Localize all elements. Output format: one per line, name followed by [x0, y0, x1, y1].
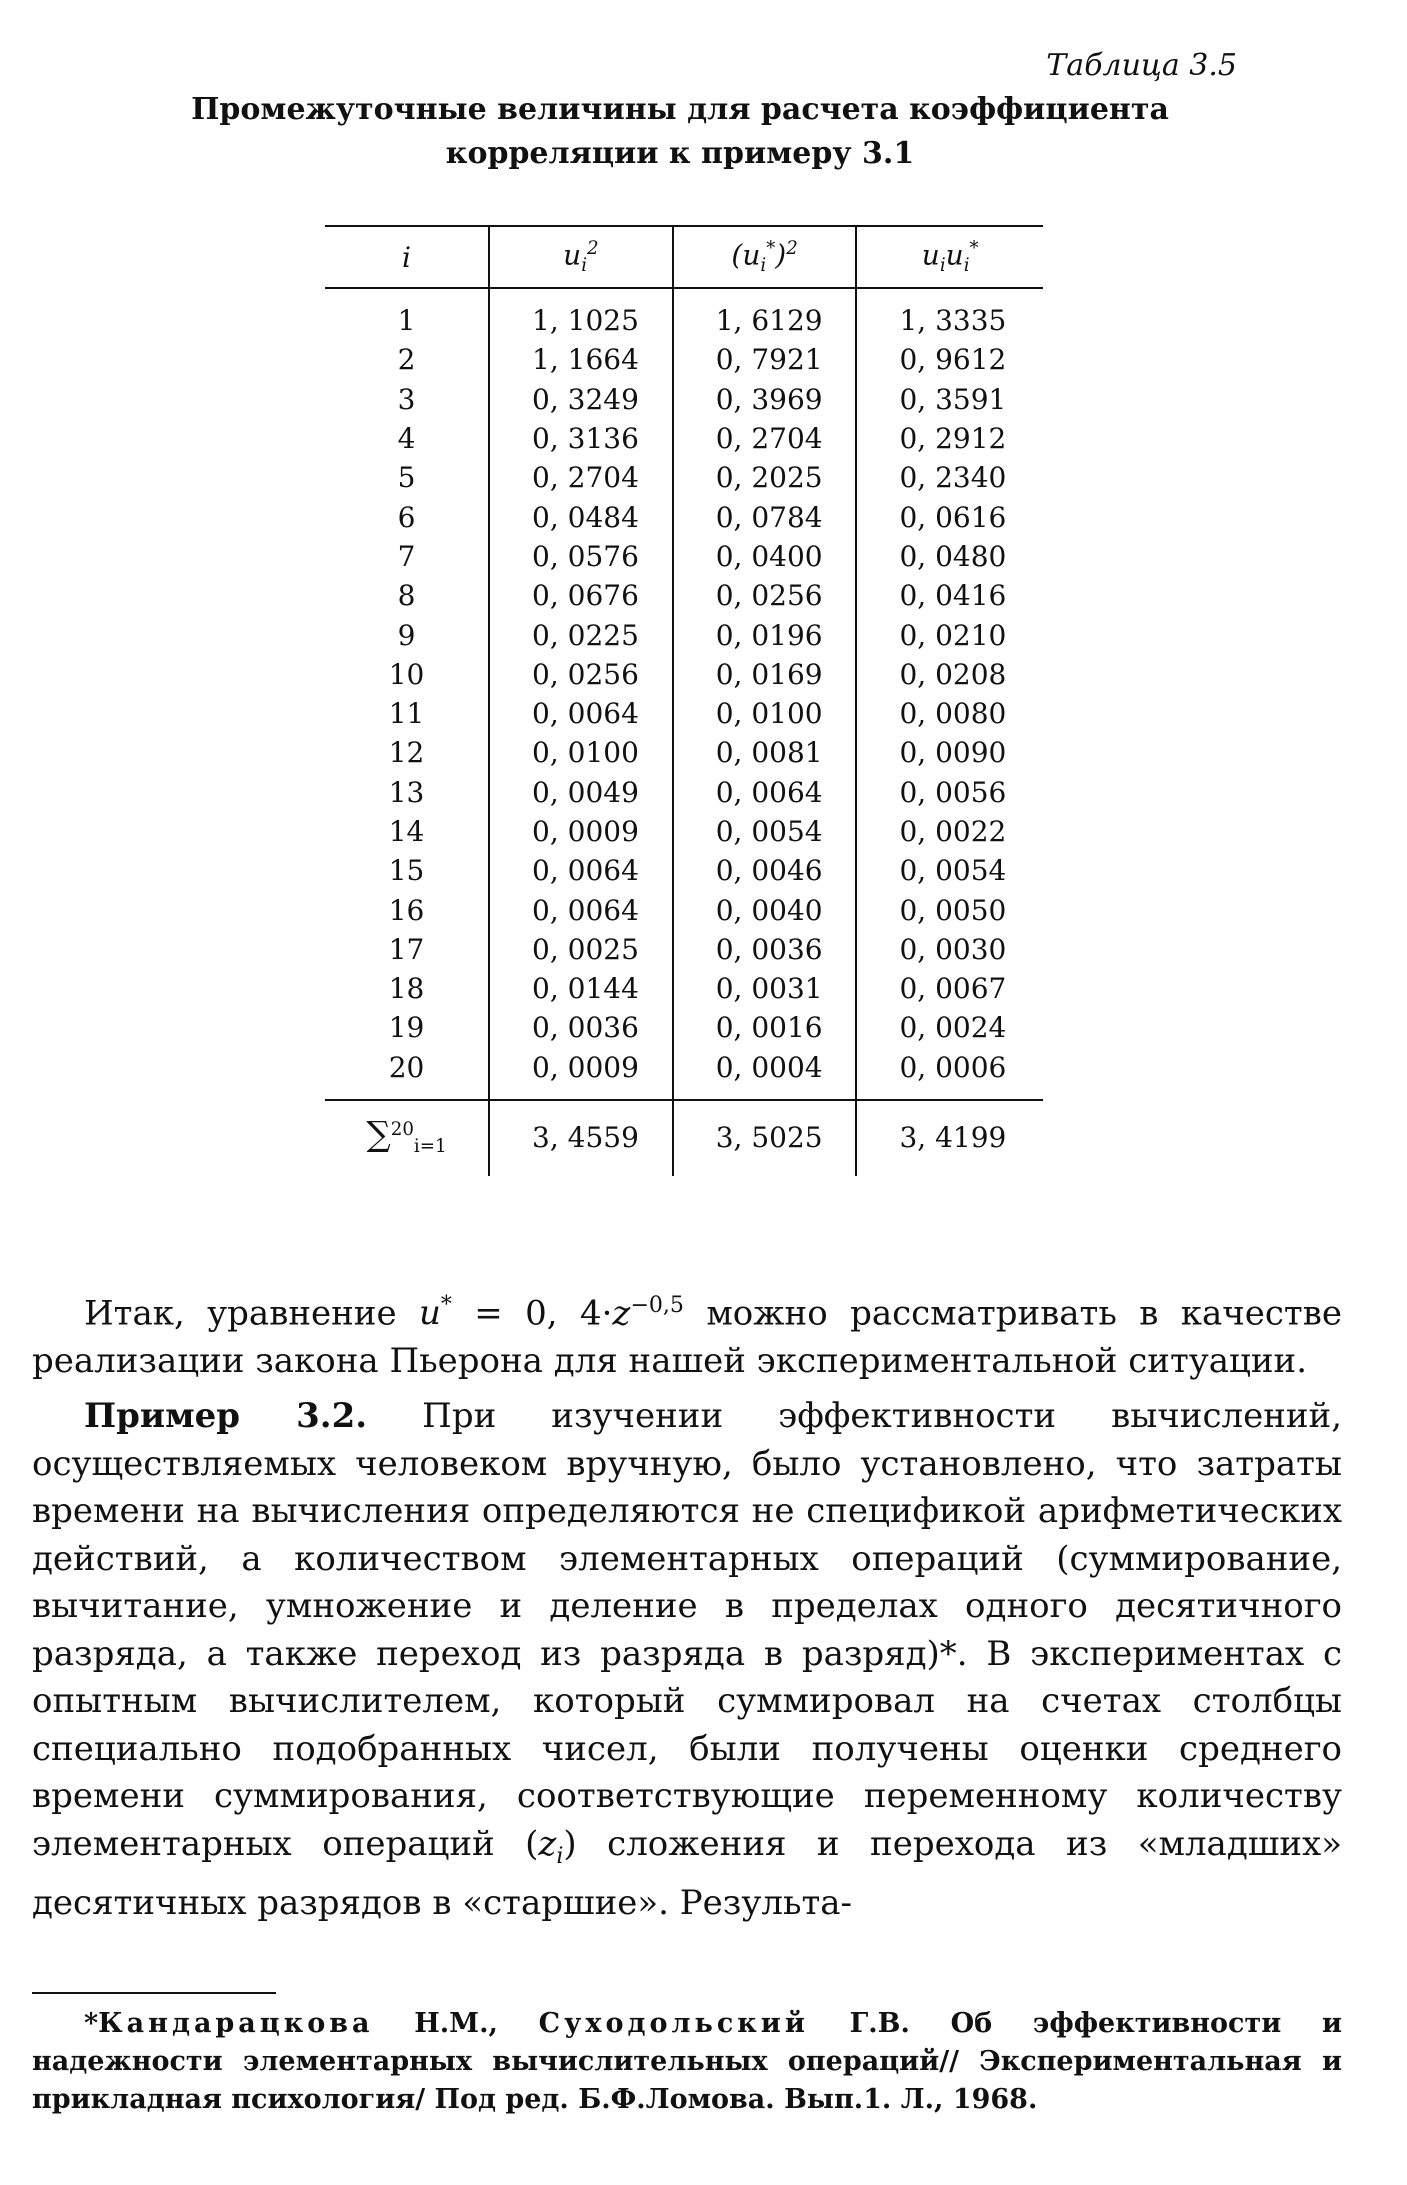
cell-u-ustar: 0, 0616: [899, 500, 1007, 534]
sum-ustar-squared: 3, 5025: [673, 1100, 857, 1176]
cell-ustar-squared: 0, 0400: [673, 537, 857, 576]
cell-u-squared: 0, 0009: [489, 812, 673, 851]
cell-i: 12: [325, 733, 489, 772]
cell-u-squared: 1, 1664: [489, 340, 673, 379]
cell-i: 11: [325, 694, 489, 733]
table-body: [325, 288, 1043, 1100]
cell-i: 7: [325, 537, 489, 576]
table-row: [325, 733, 1043, 772]
cell-i: 4: [325, 419, 489, 458]
data-table: [325, 225, 1043, 1176]
sum-u-squared: 3, 4559: [489, 1100, 673, 1176]
cell-ustar-squared: 0, 0169: [673, 655, 857, 694]
table-header-row: [325, 226, 1043, 288]
table-row: [325, 458, 1043, 497]
cell-u-ustar: 0, 0067: [899, 972, 1007, 1006]
cell-u-squared: 0, 0225: [489, 615, 673, 654]
cell-i: 15: [325, 851, 489, 890]
cell-i: 6: [325, 497, 489, 536]
table-row: [325, 890, 1043, 929]
cell-ustar-squared: 0, 7921: [673, 340, 857, 379]
table-sum-row: [325, 1100, 1043, 1176]
cell-ustar-squared: 0, 0196: [673, 615, 857, 654]
table-row: [325, 380, 1043, 419]
cell-i: 14: [325, 812, 489, 851]
table-caption-title-line2: корреляции к примеру 3.1: [445, 136, 915, 171]
cell-i: 18: [325, 969, 489, 1008]
cell-ustar-squared: 0, 0031: [673, 969, 857, 1008]
cell-u-ustar: 0, 2912: [899, 422, 1007, 456]
cell-u-ustar: 0, 0056: [899, 775, 1007, 809]
cell-u-ustar: 0, 0208: [899, 657, 1007, 691]
header-i: i: [325, 226, 489, 288]
cell-ustar-squared: 0, 0081: [673, 733, 857, 772]
cell-u-squared: 0, 0064: [489, 694, 673, 733]
table-caption-label: Таблица 3.5: [1046, 48, 1237, 83]
table-row: [325, 576, 1043, 615]
table-row: [325, 419, 1043, 458]
cell-u-squared: 0, 0036: [489, 1008, 673, 1047]
cell-u-squared: 0, 0064: [489, 851, 673, 890]
cell-u-ustar: 0, 0416: [899, 579, 1007, 613]
cell-u-squared: 0, 0144: [489, 969, 673, 1008]
cell-u-squared: 1, 1025: [489, 288, 673, 340]
cell-i: 9: [325, 615, 489, 654]
cell-ustar-squared: 1, 6129: [673, 288, 857, 340]
cell-u-squared: 0, 2704: [489, 458, 673, 497]
cell-i: 1: [325, 288, 489, 340]
cell-u-squared: 0, 3249: [489, 380, 673, 419]
paragraph-1: Итак, уравнение u* = 0, $4\cdot z^{-0,5}$ можно рассматривать в качестве реализации закона Пьерона для нашей экспериментальной ситуации.: [32, 1292, 1342, 1381]
cell-u-squared: 0, 0100: [489, 733, 673, 772]
table-row: [325, 340, 1043, 379]
cell-u-ustar: 0, 3591: [899, 382, 1007, 416]
table-row: [325, 288, 1043, 340]
cell-u-squared: 0, 0025: [489, 930, 673, 969]
table-caption-title-line1: Промежуточные величины для расчета коэффициента: [191, 92, 1169, 127]
cell-ustar-squared: 0, 0046: [673, 851, 857, 890]
table-row: [325, 497, 1043, 536]
cell-ustar-squared: 0, 0016: [673, 1008, 857, 1047]
cell-u-ustar: 0, 0050: [899, 893, 1007, 927]
header-u-ustar: $u_iu_i^*$: [856, 226, 1043, 288]
cell-u-squared: 0, 0576: [489, 537, 673, 576]
table-row: [325, 694, 1043, 733]
body-text: [32, 1282, 1342, 1928]
cell-u-squared: 0, 0256: [489, 655, 673, 694]
cell-u-squared: 0, 0484: [489, 497, 673, 536]
table-row: [325, 1008, 1043, 1047]
table-row: [325, 655, 1043, 694]
cell-u-squared: 0, 0009: [489, 1048, 673, 1100]
sum-label: ∑$^{20}_{i=1}$: [325, 1100, 489, 1176]
paragraph-2: Пример 3.2. При изучении эффективности вычислений, осуществляемых человеком вручную, было установлено, что затраты времени на вычисления определяются не спецификой арифметических действий, а количеством элементарных операций (суммирование, вычитание, умножение и деление в пределах одного десятичного разряда, а также переход из разряда в разряд)*. В экспериментах с опытным вычислителем, который суммировал на счетах столбцы специально подобранных чисел, были получены оценки среднего времени суммирования, соответствующие переменному количеству элементарных операций $(z_i)$ сложения и перехода из «младших» десятичных разрядов в «старшие». Результа-: [32, 1396, 1343, 1924]
cell-i: 19: [325, 1008, 489, 1047]
cell-ustar-squared: 0, 0256: [673, 576, 857, 615]
cell-u-ustar: 0, 0022: [899, 815, 1007, 848]
cell-i: 17: [325, 930, 489, 969]
cell-i: 10: [325, 655, 489, 694]
cell-u-squared: 0, 0676: [489, 576, 673, 615]
example-heading: Пример 3.2.: [84, 1396, 368, 1437]
cell-u-squared: 0, 0064: [489, 890, 673, 929]
cell-i: 2: [325, 340, 489, 379]
cell-u-ustar: 1, 3335: [899, 304, 1007, 338]
header-ustar-squared: $(u_i^*)^2$: [673, 226, 857, 288]
table-row: [325, 1048, 1043, 1100]
cell-u-squared: 0, 3136: [489, 419, 673, 458]
cell-ustar-squared: 0, 0036: [673, 930, 857, 969]
cell-u-ustar: 0, 0080: [899, 697, 1007, 731]
cell-i: 8: [325, 576, 489, 615]
cell-ustar-squared: 0, 0784: [673, 497, 857, 536]
cell-ustar-squared: 0, 3969: [673, 380, 857, 419]
cell-ustar-squared: 0, 0040: [673, 890, 857, 929]
cell-u-ustar: 0, 0210: [899, 618, 1007, 652]
cell-i: 16: [325, 890, 489, 929]
cell-ustar-squared: 0, 0100: [673, 694, 857, 733]
cell-ustar-squared: 0, 0054: [673, 812, 857, 851]
sum-u-ustar: 3, 4199: [856, 1100, 1043, 1176]
cell-u-squared: 0, 0049: [489, 773, 673, 812]
cell-ustar-squared: 0, 0064: [673, 773, 857, 812]
table-row: [325, 969, 1043, 1008]
footnote: *Кандарацкова Н.М., Суходольский Г.В. Об эффективности и надежности элементарных вычислительных операций// Экспериментальная и прикладная психология/ Под ред. Б.Ф.Ломова. Вып.1. Л., 1968.: [32, 2008, 1342, 2115]
cell-ustar-squared: 0, 2704: [673, 419, 857, 458]
table-row: [325, 812, 1043, 851]
cell-u-ustar: 0, 0090: [899, 736, 1007, 770]
cell-i: 13: [325, 773, 489, 812]
cell-u-ustar: 0, 9612: [899, 343, 1007, 377]
table-row: [325, 930, 1043, 969]
cell-ustar-squared: 0, 2025: [673, 458, 857, 497]
header-u-squared: $u_i^2$: [489, 226, 673, 288]
cell-u-ustar: 0, 0030: [899, 932, 1007, 966]
cell-i: 20: [325, 1048, 489, 1100]
cell-ustar-squared: 0, 0004: [673, 1048, 857, 1100]
cell-u-ustar: 0, 0480: [899, 539, 1007, 573]
cell-u-ustar: 0, 2340: [899, 461, 1007, 495]
table-row: [325, 851, 1043, 890]
cell-i: 3: [325, 380, 489, 419]
footnote-divider: [32, 1992, 276, 1994]
cell-u-ustar: 0, 0054: [899, 854, 1007, 888]
cell-u-ustar: 0, 0006: [899, 1050, 1007, 1084]
cell-i: 5: [325, 458, 489, 497]
table-row: [325, 773, 1043, 812]
table-row: [325, 537, 1043, 576]
table-row: [325, 615, 1043, 654]
table-caption-title: [0, 88, 1360, 176]
cell-u-ustar: 0, 0024: [899, 1011, 1007, 1045]
